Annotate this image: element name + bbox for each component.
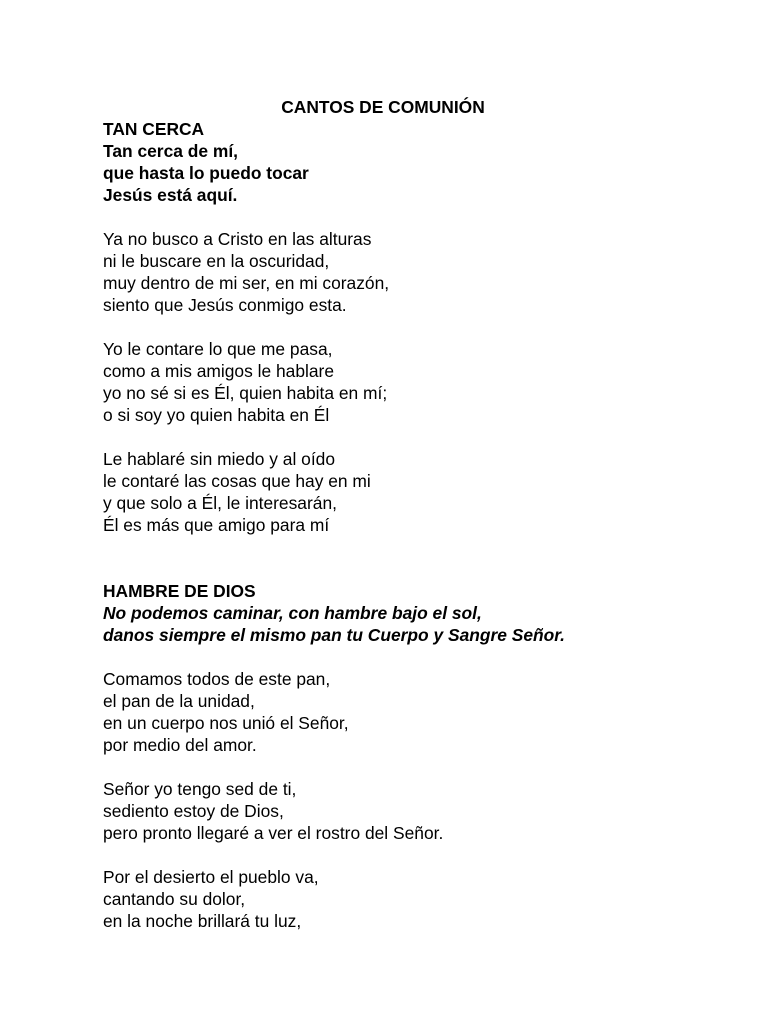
song-stanza [103, 668, 703, 756]
chorus-line: Tan cerca de mí, [103, 141, 238, 161]
stanza-line: Él es más que amigo para mí [103, 515, 330, 535]
document-title: CANTOS DE COMUNIÓN [281, 97, 485, 117]
stanza-line: en un cuerpo nos unió el Señor, [103, 713, 349, 733]
chorus-line: danos siempre el mismo pan tu Cuerpo y Sangre Señor. [103, 625, 565, 645]
stanza-line: pero pronto llegaré a ver el rostro del Señor. [103, 823, 444, 843]
song-stanza [103, 778, 703, 844]
stanza-line: yo no sé si es Él, quien habita en mí; [103, 383, 388, 403]
song-chorus [103, 140, 703, 206]
chorus-line: Jesús está aquí. [103, 185, 238, 205]
stanza-line: Yo le contare lo que me pasa, [103, 339, 333, 359]
song-tan-cerca [103, 118, 703, 536]
chorus-line: No podemos caminar, con hambre bajo el sol, [103, 603, 482, 623]
song-title: TAN CERCA [103, 119, 205, 139]
stanza-line: sediento estoy de Dios, [103, 801, 284, 821]
chorus-line: que hasta lo puedo tocar [103, 163, 309, 183]
stanza-line: siento que Jesús conmigo esta. [103, 295, 347, 315]
document-page [103, 96, 703, 932]
stanza-line: en la noche brillará tu luz, [103, 911, 302, 931]
song-stanza [103, 228, 703, 316]
stanza-line: Le hablaré sin miedo y al oído [103, 449, 336, 469]
song-stanza [103, 448, 703, 536]
stanza-line: como a mis amigos le hablare [103, 361, 335, 381]
stanza-line: muy dentro de mi ser, en mi corazón, [103, 273, 390, 293]
stanza-line: Por el desierto el pueblo va, [103, 867, 319, 887]
stanza-line: Ya no busco a Cristo en las alturas [103, 229, 372, 249]
stanza-line: ni le buscare en la oscuridad, [103, 251, 330, 271]
stanza-line: Comamos todos de este pan, [103, 669, 331, 689]
stanza-line: o si soy yo quien habita en Él [103, 405, 330, 425]
stanza-line: Señor yo tengo sed de ti, [103, 779, 297, 799]
stanza-line: el pan de la unidad, [103, 691, 255, 711]
stanza-line: y que solo a Él, le interesarán, [103, 493, 337, 513]
song-hambre-de-dios [103, 580, 703, 932]
song-chorus [103, 602, 703, 646]
song-stanza [103, 866, 703, 932]
stanza-line: cantando su dolor, [103, 889, 246, 909]
stanza-line: le contaré las cosas que hay en mi [103, 471, 371, 491]
stanza-line: por medio del amor. [103, 735, 257, 755]
song-title: HAMBRE DE DIOS [103, 581, 256, 601]
song-stanza [103, 338, 703, 426]
